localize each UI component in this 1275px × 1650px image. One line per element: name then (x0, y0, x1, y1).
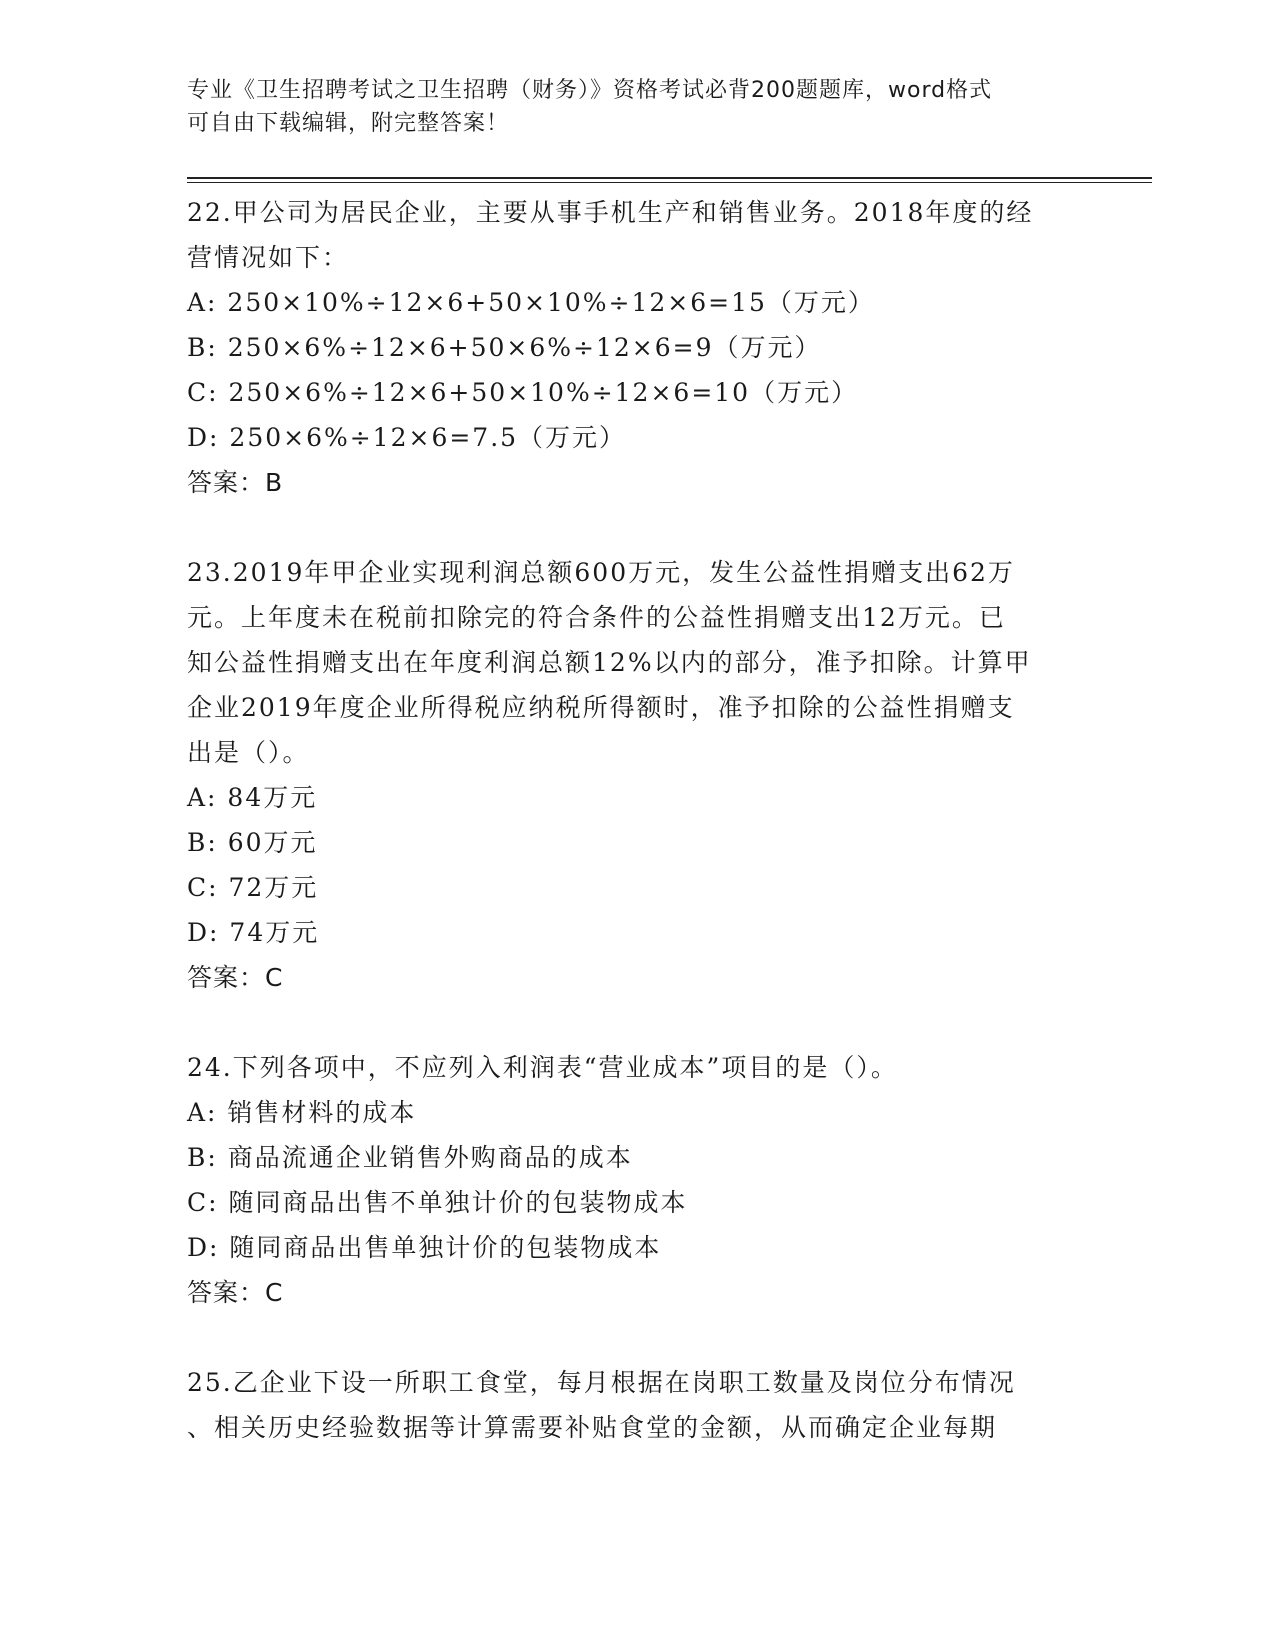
option-a: A: 销售材料的成本 (187, 1098, 417, 1127)
option-b: B: 商品流通企业销售外购商品的成本 (187, 1143, 633, 1172)
question-text-line: 元。上年度未在税前扣除完的符合条件的公益性捐赠支出12万元。已 (187, 603, 1006, 632)
question-list (187, 190, 1087, 1450)
question-text-line: 25.乙企业下设一所职工食堂，每月根据在岗职工数量及岗位分布情况 (187, 1368, 1016, 1397)
question-spacer (187, 1000, 1087, 1045)
question-spacer (187, 505, 1087, 550)
option-c: C: 随同商品出售不单独计价的包装物成本 (187, 1188, 688, 1217)
answer: 答案：B (187, 468, 284, 497)
header-divider-thin (187, 182, 1152, 183)
option-d: D: 随同商品出售单独计价的包装物成本 (187, 1233, 662, 1262)
header-line-2: 可自由下载编辑，附完整答案！ (187, 111, 510, 136)
option-a: A: 250×10%÷12×6+50×10%÷12×6=15（万元） (187, 288, 875, 317)
document-header (187, 74, 1067, 140)
answer: 答案：C (187, 963, 284, 992)
question-text-line: 22.甲公司为居民企业，主要从事手机生产和销售业务。2018年度的经 (187, 198, 1034, 227)
option-b: B: 250×6%÷12×6+50×6%÷12×6=9（万元） (187, 333, 822, 362)
question-text-line: 企业2019年度企业所得税应纳税所得额时，准予扣除的公益性捐赠支 (187, 693, 1015, 722)
question-22 (187, 190, 1087, 505)
option-d: D: 74万元 (187, 918, 320, 947)
header-divider-thick (187, 177, 1152, 179)
question-text-line: 24.下列各项中，不应列入利润表“营业成本”项目的是（）。 (187, 1053, 898, 1082)
question-text-line: 、相关历史经验数据等计算需要补贴食堂的金额，从而确定企业每期 (187, 1413, 998, 1442)
header-line-1: 专业《卫生招聘考试之卫生招聘（财务）》资格考试必背200题题库，word格式 (187, 78, 993, 103)
question-24 (187, 1045, 1087, 1315)
question-text-line: 营情况如下： (187, 243, 350, 272)
question-25 (187, 1360, 1087, 1450)
question-23 (187, 550, 1087, 1000)
option-c: C: 72万元 (187, 873, 319, 902)
question-spacer (187, 1315, 1087, 1360)
option-b: B: 60万元 (187, 828, 318, 857)
option-c: C: 250×6%÷12×6+50×10%÷12×6=10（万元） (187, 378, 859, 407)
answer: 答案：C (187, 1278, 284, 1307)
option-a: A: 84万元 (187, 783, 318, 812)
question-text-line: 出是（）。 (187, 738, 310, 767)
option-d: D: 250×6%÷12×6=7.5（万元） (187, 423, 627, 452)
question-text-line: 知公益性捐赠支出在年度利润总额12%以内的部分，准予扣除。计算甲 (187, 648, 1032, 677)
question-text-line: 23.2019年甲企业实现利润总额600万元，发生公益性捐赠支出62万 (187, 558, 1015, 587)
